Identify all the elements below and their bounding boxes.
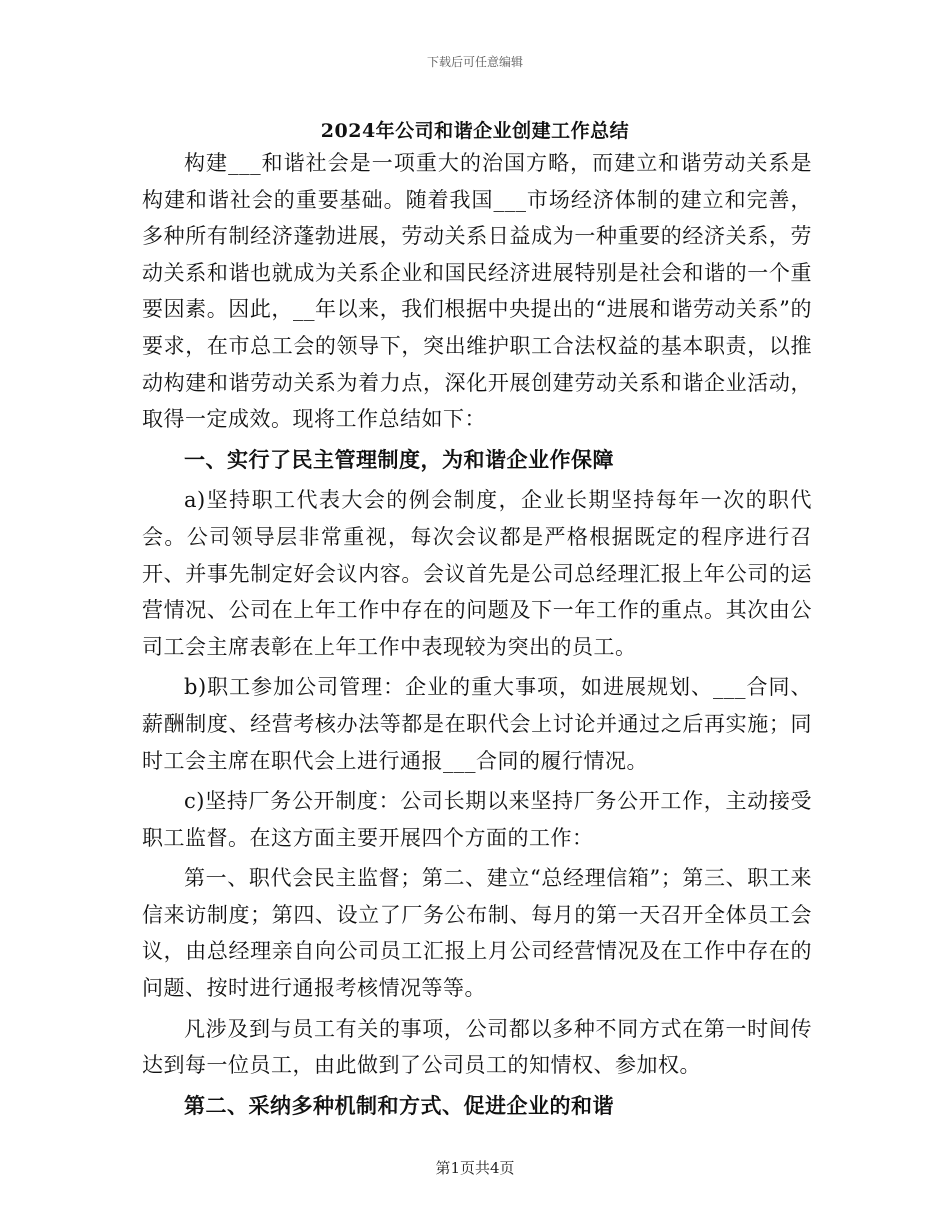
page-header: 下载后可任意编辑 [426,55,523,69]
document-body [142,145,812,1124]
section-1-heading: 一、实行了民主管理制度，为和谐企业作保障 [184,446,614,472]
paragraph-information: 凡涉及到与员工有关的事项，公司都以多种不同方式在第一时间传达到每一位员工，由此做到了公司员工的知情权、参加权。 [142,1016,812,1078]
paragraph-b: b)职工参加公司管理：企业的重大事项，如进展规划、___合同、薪酬制度、经营考核办法等都是在职代会上讨论并通过之后再实施；同时工会主席在职代会上进行通报___合同的履行情况。 [142,675,812,773]
paragraph-four-items: 第一、职代会民主监督；第二、建立“总经理信箱”；第三、职工来信来访制度；第四、设立了厂务公布制、每月的第一天召开全体员工会议，由总经理亲自向公司员工汇报上月公司经营情况及在工作中存在的问题、按时进行通报考核情况等等。 [142,866,812,1001]
intro-paragraph: 构建___和谐社会是一项重大的治国方略，而建立和谐劳动关系是构建和谐社会的重要基础。随着我国___市场经济体制的建立和完善，多种所有制经济蓬勃进展，劳动关系日益成为一种重要的经济关系，劳动关系和谐也就成为关系企业和国民经济进展特别是社会和谐的一个重要因素。因此，__年以来，我们根据中央提出的“进展和谐劳动关系”的要求，在市总工会的领导下，突出维护职工合法权益的基本职责，以推动构建和谐劳动关系为着力点，深化开展创建劳动关系和谐企业活动，取得一定成效。现将工作总结如下： [142,151,812,432]
page-footer: 第1页共4页 [435,1159,515,1177]
paragraph-c: c)坚持厂务公开制度：公司长期以来坚持厂务公开工作，主动接受职工监督。在这方面主要开展四个方面的工作： [142,789,812,850]
document-title: 2024年公司和谐企业创建工作总结 [320,120,630,142]
section-2-heading: 第二、采纳多种机制和方式、促进企业的和谐 [184,1092,614,1118]
paragraph-a: a)坚持职工代表大会的例会制度，企业长期坚持每年一次的职代会。公司领导层非常重视，每次会议都是严格根据既定的程序进行召开、并事先制定好会议内容。会议首先是公司总经理汇报上年公司的运营情况、公司在上年工作中存在的问题及下一年工作的重点。其次由公司工会主席表彰在上年工作中表现较为突出的员工。 [142,488,812,659]
